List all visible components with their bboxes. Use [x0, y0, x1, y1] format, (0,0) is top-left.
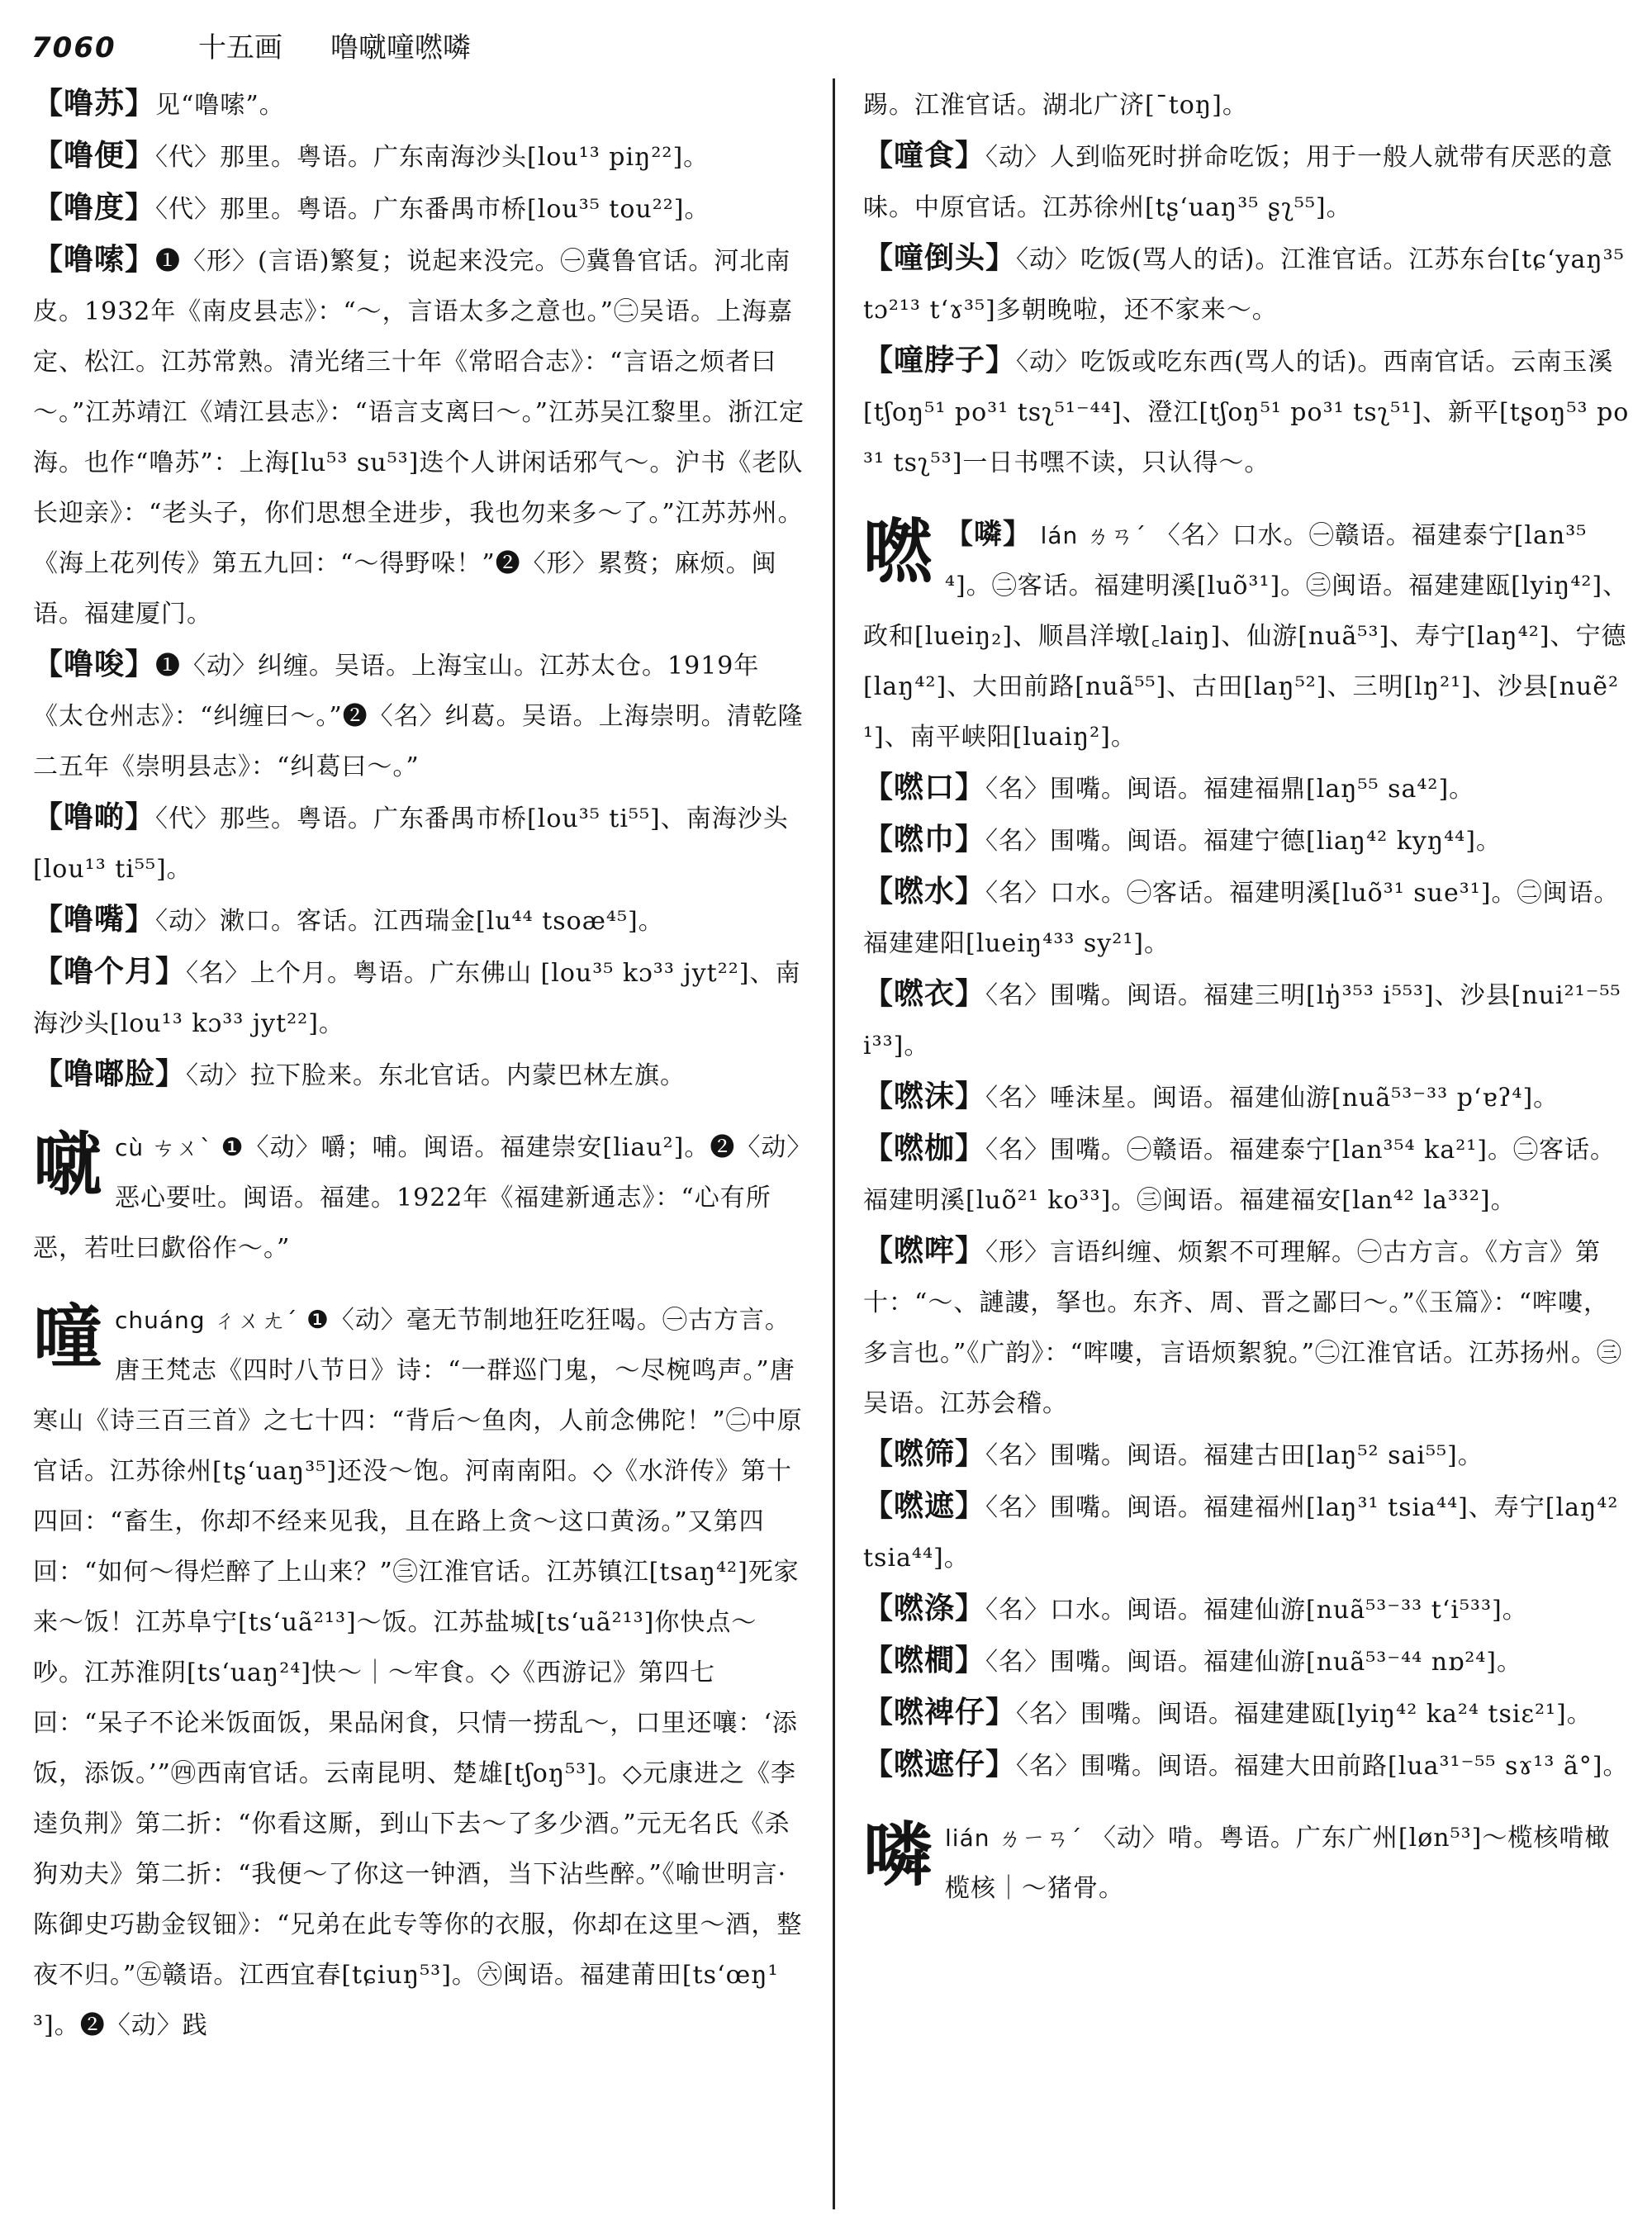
entry-definition: 〈名〉围嘴。闽语。福建福鼎[laŋ⁵⁵ sa⁴²]。 [985, 775, 1475, 804]
dictionary-entry [863, 1429, 1631, 1481]
entry-headword: 【噇倒头】 [863, 241, 1017, 275]
dictionary-entry [33, 235, 805, 639]
entry-definition: 〈名〉围嘴。闽语。福建建瓯[lyiŋ⁴² ka²⁴ tsiɛ²¹]。 [1016, 1700, 1593, 1729]
dictionary-entry [33, 183, 805, 235]
entry-character: 噇 [33, 1297, 104, 1378]
entry-definition: ❶〈动〉纠缠。吴语。上海宝山。江苏太仓。1919年《太仓州志》：“纠缠曰～。”❷〈名〉纠葛。吴语。上海崇明。清乾隆二五年《崇明县志》：“纠葛曰～。” [33, 652, 804, 781]
dictionary-entry [33, 130, 805, 183]
stroke-count: 十五画 [198, 31, 282, 64]
entry-headword: 【噜嗦】 [33, 243, 156, 277]
entry-definition: 〈名〉围嘴。㊀赣语。福建泰宁[lan³⁵⁴ ka²¹]。㊁客话。福建明溪[luõ²¹ ko³³]。㊂闽语。福建福安[lan⁴² la³³²]。 [863, 1136, 1616, 1215]
dictionary-entry [863, 1739, 1631, 1791]
entry-headword: 【嘫裨仔】 [863, 1696, 1017, 1729]
character-entry [33, 1122, 805, 1274]
entry-pinyin: cù ㄘㄨˋ [115, 1134, 213, 1161]
entry-definition: 〈名〉口水。㊀客话。福建明溪[luõ³¹ sue³¹]。㊁闽语。福建建阳[lueiŋ⁴³³ sy²¹]。 [863, 879, 1620, 958]
entry-definition: 〈动〉吃饭或吃东西(骂人的话)。西南官话。云南玉溪[tʃoŋ⁵¹ po³¹ tsʅ⁵¹⁻⁴⁴]、澄江[tʃoŋ⁵¹ po³¹ tsʅ⁵¹]、新平[tʂoŋ⁵³ po³¹ tsʅ⁵³]一日书嘿不读，只认得～。 [863, 348, 1630, 477]
entry-character: 噒 [863, 1815, 934, 1896]
dictionary-entry [33, 947, 805, 1049]
entry-definition: 〈名〉围嘴。闽语。福建大田前路[lua³¹⁻⁵⁵ sɤ¹³ ã°]。 [1016, 1752, 1629, 1781]
entry-pinyin: lán ㄌㄢˊ [1040, 522, 1147, 549]
entry-headword: 【嘫巾】 [863, 823, 986, 856]
entry-headword: 【噇食】 [863, 139, 986, 173]
entry-headword: 【嘫遮仔】 [863, 1748, 1017, 1782]
entry-headword: 【嘫口】 [863, 771, 986, 804]
entry-definition: 〈名〉口水。㊀赣语。福建泰宁[lan³⁵⁴]。㊁客话。福建明溪[luõ³¹]。㊂闽语。福建建瓯[lyiŋ⁴²]、政和[lueiŋ₂]、顺昌洋墩[꜀laiŋ]、仙游[nuã⁵³]、寿宁[laŋ⁴²]、宁德[laŋ⁴²]、大田前路[nuã⁵⁵]、古田[laŋ⁵²]、三明[lŋ²¹]、沙县[nuẽ²¹]、南平峡阳[luaiŋ²]。 [863, 521, 1629, 752]
entry-headword: 【噜度】 [33, 191, 156, 225]
entry-headword: 【噜便】 [33, 139, 156, 173]
dictionary-entry [863, 130, 1631, 233]
entry-definition: 〈名〉围嘴。闽语。福建古田[laŋ⁵² sai⁵⁵]。 [985, 1441, 1483, 1470]
entry-headword: 【嘫筛】 [863, 1437, 986, 1471]
entry-headword: 【嘫水】 [863, 875, 986, 909]
dictionary-entry [863, 78, 1631, 130]
page-header [25, 23, 1627, 73]
dictionary-entry [863, 1635, 1631, 1687]
dictionary-entry [863, 866, 1631, 969]
entry-headword: 【嘫沫】 [863, 1079, 986, 1113]
entry-definition: 〈代〉那里。粤语。广东南海沙头[lou¹³ piŋ²²]。 [155, 143, 710, 172]
character-entry [863, 1813, 1631, 1914]
entry-definition: 〈动〉啃。粤语。广东广州[løn⁵³]～榄核啃橄榄核｜～猪骨。 [945, 1824, 1611, 1903]
entry-definition: ❶〈动〉嚼；哺。闽语。福建崇安[liau²]。❷〈动〉恶心要吐。闽语。福建。1922年《福建新通志》：“心有所恶，若吐曰歔俗作～。” [33, 1133, 800, 1263]
entry-definition: 〈名〉围嘴。闽语。福建宁德[liaŋ⁴² kyŋ⁴⁴]。 [985, 827, 1502, 856]
entry-character: 噈 [33, 1124, 104, 1205]
entry-headword: 【噇脖子】 [863, 344, 1017, 377]
dictionary-entry [863, 335, 1631, 488]
entry-definition: 〈名〉口水。闽语。福建仙游[nuã⁵³⁻³³ tʻi⁵³³]。 [985, 1596, 1528, 1625]
dictionary-entry [863, 814, 1631, 866]
dictionary-entry [863, 1687, 1631, 1739]
dictionary-entry [863, 233, 1631, 335]
dictionary-entry [863, 1481, 1631, 1583]
entry-definition: 〈动〉吃饭(骂人的话)。江淮官话。江苏东台[tɕʻyaŋ³⁵ tɔ²¹³ tʻɤ³⁵]多朝晚啦，还不家来～。 [863, 245, 1625, 325]
entry-headword: 【噜嘟脸】 [33, 1057, 187, 1091]
dictionary-entry [863, 1071, 1631, 1123]
entry-definition: 〈名〉围嘴。闽语。福建仙游[nuã⁵³⁻⁴⁴ nɒ²⁴]。 [985, 1648, 1523, 1677]
entry-variant: 【噒】 [945, 518, 1032, 551]
entry-headword: 【嘫遮】 [863, 1489, 986, 1523]
entry-definition: 〈名〉围嘴。闽语。福建福州[laŋ³¹ tsia⁴⁴]、寿宁[laŋ⁴² tsia⁴⁴]。 [863, 1493, 1619, 1573]
entry-definition: 〈名〉上个月。粤语。广东佛山 [lou³⁵ kɔ³³ jyt²²]、南海沙头[lou¹³ kɔ³³ jyt²²]。 [33, 959, 801, 1038]
entry-definition: ❶〈动〉毫无节制地狂吃狂喝。㊀古方言。唐王梵志《四时八节日》诗：“一群巡门鬼，～尽椀鸣声。”唐寒山《诗三百三首》之七十四：“背后～鱼肉，人前念佛陀！”㊁中原官话。江苏徐州[tʂʻuaŋ³⁵]还没～饱。河南南阳。◇《水浒传》第十四回：“畜生，你却不经来见我，且在路上贪～这口黄汤。”又第四回：“如何～得烂醉了上山来？”㊂江淮官话。江苏镇江[tsaŋ⁴²]死家来～饭！江苏阜宁[tsʻuã²¹³]～饭。江苏盐城[tsʻuã²¹³]你快点～吵。江苏淮阴[tsʻuaŋ²⁴]快～｜～牢食。◇《西游记》第四七回：“呆子不论米饭面饭，果品闲食，只情一捞乱～，口里还嚷：‘添饭，添饭。’”㊃西南官话。云南昆明、楚雄[tʃoŋ⁵³]。◇元康进之《李逵负荆》第二折：“你看这厮，到山下去～了多少酒。”元无名氏《杀狗劝夫》第二折：“我便～了你这一钟酒，当下沾些醉。”《喻世明言·陈御史巧勘金钗钿》：“兄弟在此专等你的衣服，你却在这里～酒，整夜不归。”㊄赣语。江西宜春[tɕiuŋ⁵³]。㊅闽语。福建莆田[tsʻœŋ¹³]。❷〈动〉践 [33, 1306, 803, 2040]
entry-definition: 〈形〉言语纠缠、烦絮不可理解。㊀古方言。《方言》第十：“～、謰謱，拏也。东齐、周、晋之鄙曰～。”《玉篇》：“哰嘍，多言也。”《广韵》：“哰嘍，言语烦絮貌。”㊁江淮官话。江苏扬州。㊂吴语。江苏会稽。 [863, 1238, 1623, 1418]
dictionary-entry [863, 1123, 1631, 1226]
entry-headword: 【噜啲】 [33, 800, 156, 834]
entry-definition: 〈名〉围嘴。闽语。福建三明[lŋ̍³⁵³ i⁵⁵³]、沙县[nui²¹⁻⁵⁵ i³³]。 [863, 981, 1621, 1060]
entry-definition: 〈动〉拉下脸来。东北官话。内蒙巴林左旗。 [186, 1061, 686, 1090]
entry-headword: 【嘫枷】 [863, 1132, 986, 1165]
right-column [863, 78, 1631, 2213]
header-characters: 噜噈噇嘫噒 [330, 31, 471, 64]
entry-definition: 见“噜嗦”。 [155, 91, 285, 120]
dictionary-entry [33, 792, 805, 894]
entry-definition: 踢。江淮官话。湖北广济[ˉtoŋ]。 [863, 91, 1248, 120]
left-column [33, 78, 805, 2213]
entry-definition: 〈动〉人到临死时拼命吃饭；用于一般人就带有厌恶的意味。中原官话。江苏徐州[tʂʻuaŋ³⁵ ʂʅ⁵⁵]。 [863, 143, 1614, 222]
entry-headword: 【噜唆】 [33, 648, 156, 681]
entry-definition: 〈代〉那些。粤语。广东番禺市桥[lou³⁵ ti⁵⁵]、南海沙头[lou¹³ ti⁵⁵]。 [33, 804, 789, 884]
entry-headword: 【嘫哰】 [863, 1234, 986, 1268]
entry-headword: 【嘫橺】 [863, 1644, 986, 1677]
character-entry [33, 1295, 805, 2051]
entry-headword: 【嘫涤】 [863, 1592, 986, 1625]
dictionary-entry [33, 78, 805, 130]
entry-headword: 【嘫衣】 [863, 977, 986, 1011]
entry-pinyin: lián ㄌㄧㄢˊ [945, 1824, 1083, 1852]
entry-headword: 【噜苏】 [33, 87, 156, 121]
dictionary-entry [863, 1583, 1631, 1635]
dictionary-entry [863, 1226, 1631, 1429]
dictionary-entry [33, 639, 805, 792]
entry-definition: 〈动〉漱口。客话。江西瑞金[lu⁴⁴ tsoæ⁴⁵]。 [155, 907, 664, 936]
dictionary-entry [33, 894, 805, 947]
entry-character: 嘫 [863, 511, 934, 592]
dictionary-entry [863, 969, 1631, 1071]
entry-definition: ❶〈形〉(言语)繁复；说起来没完。㊀冀鲁官话。河北南皮。1932年《南皮县志》：“～，言语太多之意也。”㊁吴语。上海嘉定、松江。江苏常熟。清光绪三十年《常昭合志》：“言语之烦者曰～。”江苏靖江《靖江县志》：“语言支离曰～。”江苏吴江黎里。浙江定海。也作“噜苏”：上海[lu⁵³ su⁵³]迭个人讲闲话邪气～。沪书《老队长迎亲》：“老头子，你们思想全进步，我也勿来多～了。”江苏苏州。《海上花列传》第五九回：“～得野哚！”❷〈形〉累赘；麻烦。闽语。福建厦门。 [33, 247, 805, 629]
entry-pinyin: chuáng ㄔㄨㄤˊ [115, 1307, 298, 1334]
character-entry [863, 510, 1631, 762]
entry-headword: 【噜个月】 [33, 955, 187, 989]
dictionary-entry [33, 1049, 805, 1101]
page-number: 7060 [31, 31, 116, 64]
entry-definition: 〈代〉那里。粤语。广东番禺市桥[lou³⁵ tou²²]。 [155, 195, 710, 224]
entry-headword: 【噜嘴】 [33, 903, 156, 937]
dictionary-entry [863, 762, 1631, 814]
entry-definition: 〈名〉唾沫星。闽语。福建仙游[nuã⁵³⁻³³ pʻɐʔ⁴]。 [985, 1084, 1559, 1113]
column-divider [833, 78, 835, 2209]
